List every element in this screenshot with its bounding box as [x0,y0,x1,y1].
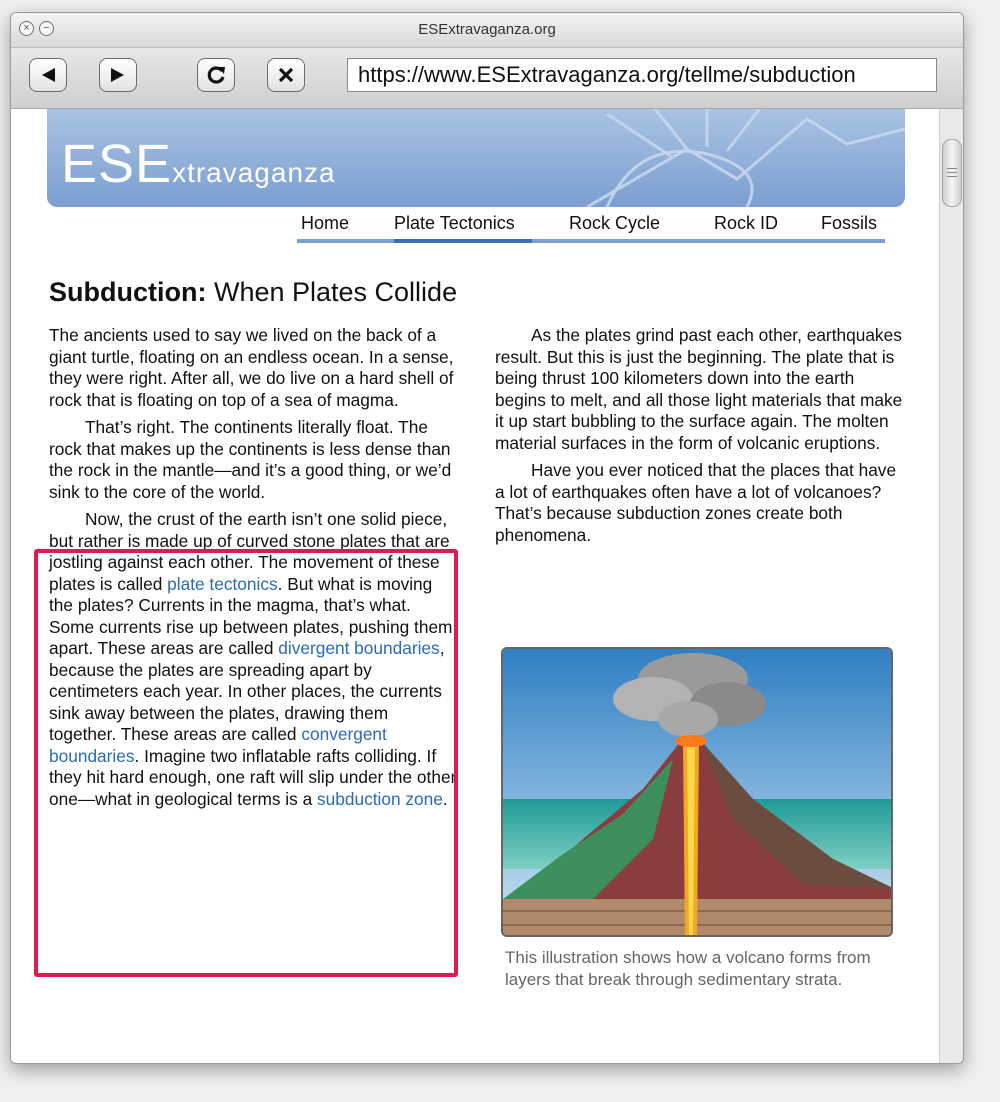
volcano-illustration [501,647,893,937]
paragraph-text: . Imagine two inflatable rafts colliding. If they hit hard enough, one raft will slip under the other one—what in geological terms is a [49,745,457,809]
close-window-button[interactable]: × [19,21,34,36]
reload-button[interactable] [197,58,235,92]
paragraph: Have you ever noticed that the places that have a lot of earthquakes often have a lot of volcanoes? That’s because subduction zones create both phenomena. [495,460,897,545]
title-bold: Subduction: [49,277,207,307]
stop-button[interactable] [267,58,305,92]
nav-fossils[interactable]: Fossils [821,213,878,233]
nav-active-indicator [394,239,532,243]
vertical-scrollbar[interactable] [939,109,964,1063]
nav-rock-cycle[interactable]: Rock Cycle [569,213,661,233]
paragraph-text: , because the plates are spreading apart by centimeters each year. In other places, the currents sink away between the plates, drawing them together. These areas are called [49,638,445,744]
site-logo[interactable] [61,133,336,195]
link-plate-tectonics[interactable]: plate tectonics [167,573,278,594]
minimize-window-button[interactable]: − [39,21,54,36]
title-rest: When Plates Collide [206,277,458,307]
page-viewport [11,109,939,1063]
paragraph-text: . But what is moving the plates? Currents in the magma, that’s what. Some currents rise up between plates, pushing them apart. These areas are called [49,573,453,658]
logo-small-text: xtravaganza [172,157,336,188]
right-column [495,325,905,552]
nav-rock-id[interactable]: Rock ID [714,213,779,233]
scrollbar-thumb[interactable] [942,139,962,207]
highlight-box [34,549,458,977]
window-title: ESExtravaganza.org [418,21,556,38]
paragraph-text: Now, the crust of the earth isn’t one solid piece, but rather is made up of curved stone plates that are jostling against each other. The movement of these plates is called [49,509,450,594]
browser-window [10,12,964,1064]
paragraph: That’s right. The continents literally float. The rock that makes up the continents is less dense than the rock in the mantle—and it’s a good thing, or we’d sink to the core of the world. [49,417,452,502]
arrow-right-icon [109,66,127,84]
link-convergent-boundaries[interactable]: convergent boundaries [49,724,387,766]
link-subduction-zone[interactable]: subduction zone [317,788,443,809]
page-title [49,277,457,308]
reload-icon [205,64,227,86]
nav-home[interactable]: Home [301,213,350,233]
paragraph: The ancients used to say we lived on the back of a giant turtle, floating on an endless ocean. In a sense, they were right. After all, we do live on a hard shell of rock that is floating on top of a sea of magma. [49,325,454,410]
link-divergent-boundaries[interactable]: divergent boundaries [278,638,440,658]
close-icon [276,65,296,85]
back-button[interactable] [29,58,67,92]
nav-underline [297,239,885,243]
arrow-left-icon [39,66,57,84]
title-bar [11,13,963,48]
site-banner [47,109,905,207]
forward-button[interactable] [99,58,137,92]
paragraph-text: . [442,788,448,809]
paragraph: As the plates grind past each other, earthquakes result. But this is just the beginning. The plate that is being thrust 100 kilometers down into the earth begins to melt, and all those light materials that make it up start bubbling to the surface again. The molten material surfaces in the form of volcanic eruptions. [495,325,903,453]
figure-caption: This illustration shows how a volcano forms from layers that break through sedimentary strata. [505,948,871,989]
browser-toolbar [11,48,963,109]
volcano-image [503,649,893,937]
address-bar[interactable]: https://www.ESExtravaganza.org/tellme/subduction [347,58,937,92]
nav-plate-tectonics[interactable]: Plate Tectonics [394,213,515,233]
logo-big-text: ESE [61,134,173,194]
